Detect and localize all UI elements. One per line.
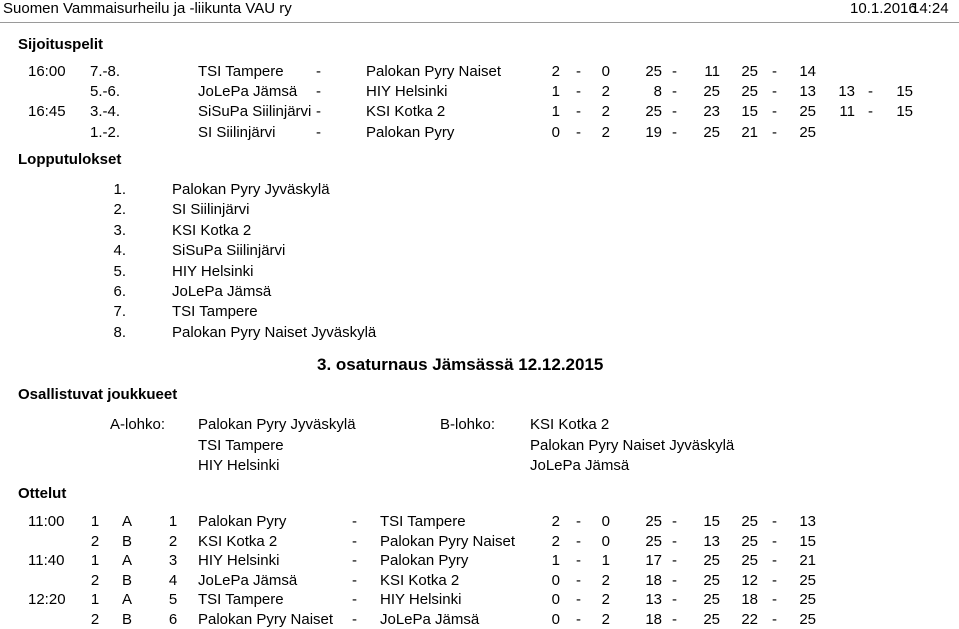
section-teams: Osallistuvat joukkueet <box>18 386 178 403</box>
placement-label: 5.-6. <box>89 83 120 100</box>
result-separator: - <box>576 610 581 628</box>
set-score-home: 25 <box>741 513 758 530</box>
set-score-away: 25 <box>799 591 816 608</box>
match-field: 1 <box>90 552 100 569</box>
pool-b-team: JoLePa Jämsä <box>530 457 630 474</box>
away-team: HIY Helsinki <box>380 591 462 608</box>
result-home: 1 <box>551 103 560 120</box>
set-score-home: 13 <box>645 591 662 608</box>
result-home: 1 <box>551 552 560 569</box>
match-pool: B <box>122 571 133 589</box>
home-team: JoLePa Jämsä <box>198 571 298 589</box>
set-separator: - <box>772 63 777 80</box>
set-score-home: 25 <box>741 63 758 80</box>
organization-name: Suomen Vammaisurheilu ja -liikunta VAU ry <box>3 0 292 17</box>
set-separator: - <box>672 83 677 100</box>
pool-b-team: Palokan Pyry Naiset Jyväskylä <box>530 436 735 454</box>
final-rank: 4. <box>113 242 126 260</box>
set-score-away: 14 <box>799 63 816 80</box>
set-separator: - <box>772 532 777 550</box>
away-team: KSI Kotka 2 <box>366 103 446 120</box>
set-score-away: 25 <box>703 124 720 141</box>
result-separator: - <box>576 63 581 80</box>
match-field: 2 <box>90 610 100 628</box>
set-score-home: 17 <box>645 552 662 569</box>
match-time: 16:45 <box>28 103 66 120</box>
away-team: HIY Helsinki <box>366 83 448 100</box>
vs-separator: - <box>352 552 357 569</box>
set-separator: - <box>772 571 777 589</box>
match-field: 2 <box>90 532 100 550</box>
set-score-away: 13 <box>799 83 816 100</box>
result-home: 1 <box>551 83 560 100</box>
set-score-away: 25 <box>799 571 816 589</box>
away-team: TSI Tampere <box>380 513 466 530</box>
set-score-away: 25 <box>703 552 720 569</box>
match-number: 1 <box>168 513 178 530</box>
final-rank: 5. <box>113 262 126 280</box>
vs-separator: - <box>352 591 357 608</box>
final-team: KSI Kotka 2 <box>172 221 252 239</box>
set-separator: - <box>772 610 777 628</box>
match-time: 11:40 <box>28 552 65 569</box>
set-separator: - <box>772 83 777 100</box>
final-rank: 2. <box>113 201 126 219</box>
final-rank: 3. <box>113 221 126 239</box>
vs-separator: - <box>316 63 321 80</box>
away-team: Palokan Pyry Naiset <box>366 63 502 80</box>
pool-a-team: HIY Helsinki <box>198 457 280 474</box>
set-score-home: 21 <box>741 124 758 141</box>
result-away: 2 <box>601 103 610 120</box>
home-team: HIY Helsinki <box>198 552 280 569</box>
header-time: 14:24 <box>911 0 949 17</box>
final-rank: 7. <box>113 303 126 321</box>
away-team: Palokan Pyry <box>380 552 469 569</box>
home-team: Palokan Pyry <box>198 513 287 530</box>
away-team: Palokan Pyry <box>366 124 455 141</box>
section-final-results: Lopputulokset <box>18 151 122 168</box>
set-score-home: 12 <box>741 571 758 589</box>
set-score-away: 15 <box>896 83 913 100</box>
set-score-home: 25 <box>645 63 662 80</box>
result-separator: - <box>576 103 581 120</box>
set-score-away: 13 <box>703 532 720 550</box>
result-away: 0 <box>601 532 610 550</box>
set-score-home: 8 <box>653 83 662 100</box>
set-separator: - <box>772 552 777 569</box>
set-separator: - <box>672 610 677 628</box>
set-separator: - <box>672 591 677 608</box>
set-score-home: 25 <box>741 83 758 100</box>
match-time: 11:00 <box>28 513 65 530</box>
result-away: 2 <box>601 83 610 100</box>
page-header <box>0 0 959 23</box>
set-score-away: 23 <box>703 103 720 120</box>
final-team: SI Siilinjärvi <box>172 201 250 219</box>
set-score-away: 25 <box>703 610 720 628</box>
set-separator: - <box>772 513 777 530</box>
section-placement-games: Sijoituspelit <box>18 36 104 53</box>
result-away: 0 <box>601 63 610 80</box>
set-score-home: 22 <box>741 610 758 628</box>
result-home: 2 <box>551 532 560 550</box>
result-separator: - <box>576 124 581 141</box>
vs-separator: - <box>352 532 357 550</box>
set-score-home: 11 <box>839 103 855 120</box>
set-separator: - <box>868 83 873 100</box>
set-score-home: 19 <box>645 124 662 141</box>
final-team: HIY Helsinki <box>172 262 254 280</box>
pool-b-label: B-lohko: <box>440 416 496 433</box>
placement-label: 7.-8. <box>89 63 120 80</box>
vs-separator: - <box>352 571 357 589</box>
set-score-home: 13 <box>838 83 855 100</box>
final-team: Palokan Pyry Jyväskylä <box>172 181 330 198</box>
match-pool: A <box>122 513 133 530</box>
placement-label: 3.-4. <box>89 103 120 120</box>
final-rank: 8. <box>113 323 126 341</box>
match-field: 1 <box>90 591 100 608</box>
result-separator: - <box>576 83 581 100</box>
set-score-home: 25 <box>741 532 758 550</box>
set-separator: - <box>672 571 677 589</box>
match-time: 16:00 <box>28 63 66 80</box>
away-team: JoLePa Jämsä <box>380 610 480 628</box>
set-score-away: 11 <box>704 63 720 80</box>
final-rank: 6. <box>113 283 126 300</box>
set-score-home: 25 <box>741 552 758 569</box>
result-home: 2 <box>551 63 560 80</box>
header-date: 10.1.2016 <box>850 0 917 17</box>
vs-separator: - <box>352 513 357 530</box>
set-score-home: 18 <box>645 610 662 628</box>
match-number: 4 <box>168 571 178 589</box>
result-home: 0 <box>551 124 560 141</box>
home-team: SI Siilinjärvi <box>198 124 276 141</box>
match-number: 3 <box>168 552 178 569</box>
away-team: KSI Kotka 2 <box>380 571 460 589</box>
set-score-away: 21 <box>799 552 816 569</box>
final-rank: 1. <box>113 181 126 198</box>
home-team: Palokan Pyry Naiset <box>198 610 334 628</box>
set-score-away: 25 <box>703 591 720 608</box>
vs-separator: - <box>316 83 321 100</box>
home-team: SiSuPa Siilinjärvi <box>198 103 312 120</box>
set-separator: - <box>672 513 677 530</box>
set-score-home: 25 <box>645 103 662 120</box>
result-away: 0 <box>601 513 610 530</box>
set-score-away: 15 <box>799 532 816 550</box>
set-score-away: 25 <box>703 571 720 589</box>
result-separator: - <box>576 591 581 608</box>
home-team: JoLePa Jämsä <box>198 83 298 100</box>
result-separator: - <box>576 513 581 530</box>
set-score-away: 15 <box>703 513 720 530</box>
match-number: 2 <box>168 532 178 550</box>
result-away: 2 <box>601 124 610 141</box>
set-separator: - <box>672 552 677 569</box>
section-matches: Ottelut <box>18 485 67 502</box>
set-score-home: 25 <box>645 513 662 530</box>
match-number: 5 <box>168 591 178 608</box>
home-team: TSI Tampere <box>198 591 284 608</box>
final-team: JoLePa Jämsä <box>172 283 272 300</box>
match-pool: B <box>122 610 133 628</box>
set-score-away: 15 <box>896 103 913 120</box>
result-home: 0 <box>551 571 560 589</box>
vs-separator: - <box>316 103 321 120</box>
match-pool: A <box>122 552 133 569</box>
set-score-home: 15 <box>741 103 758 120</box>
set-score-home: 18 <box>645 571 662 589</box>
pool-a-label: A-lohko: <box>110 416 166 433</box>
result-separator: - <box>576 552 581 569</box>
final-team: Palokan Pyry Naiset Jyväskylä <box>172 323 377 341</box>
tournament-title: 3. osaturnaus Jämsässä 12.12.2015 <box>317 355 604 374</box>
vs-separator: - <box>316 124 321 141</box>
result-separator: - <box>576 532 581 550</box>
result-home: 2 <box>551 513 560 530</box>
final-team: TSI Tampere <box>172 303 258 321</box>
set-score-away: 25 <box>799 124 816 141</box>
result-away: 2 <box>601 591 610 608</box>
set-separator: - <box>672 63 677 80</box>
set-separator: - <box>772 124 777 141</box>
set-separator: - <box>672 124 677 141</box>
match-number: 6 <box>168 610 178 628</box>
home-team: TSI Tampere <box>198 63 284 80</box>
set-score-home: 18 <box>741 591 758 608</box>
result-home: 0 <box>551 610 560 628</box>
match-field: 2 <box>90 571 100 589</box>
placement-label: 1.-2. <box>89 124 120 141</box>
result-away: 2 <box>601 571 610 589</box>
set-score-away: 25 <box>703 83 720 100</box>
pool-b-team: KSI Kotka 2 <box>530 416 610 433</box>
match-pool: A <box>122 591 133 608</box>
set-separator: - <box>672 103 677 120</box>
result-home: 0 <box>551 591 560 608</box>
match-field: 1 <box>90 513 100 530</box>
set-score-home: 25 <box>645 532 662 550</box>
away-team: Palokan Pyry Naiset <box>380 532 516 550</box>
result-away: 1 <box>601 552 610 569</box>
result-separator: - <box>576 571 581 589</box>
vs-separator: - <box>352 610 357 628</box>
set-score-away: 25 <box>799 103 816 120</box>
set-separator: - <box>672 532 677 550</box>
pool-a-team: Palokan Pyry Jyväskylä <box>198 416 356 433</box>
set-separator: - <box>772 103 777 120</box>
match-pool: B <box>122 532 133 550</box>
result-away: 2 <box>601 610 610 628</box>
set-separator: - <box>772 591 777 608</box>
set-score-away: 13 <box>799 513 816 530</box>
home-team: KSI Kotka 2 <box>198 532 278 550</box>
pool-a-team: TSI Tampere <box>198 436 284 454</box>
match-time: 12:20 <box>28 591 66 608</box>
set-score-away: 25 <box>799 610 816 628</box>
final-team: SiSuPa Siilinjärvi <box>172 242 286 260</box>
set-separator: - <box>868 103 873 120</box>
